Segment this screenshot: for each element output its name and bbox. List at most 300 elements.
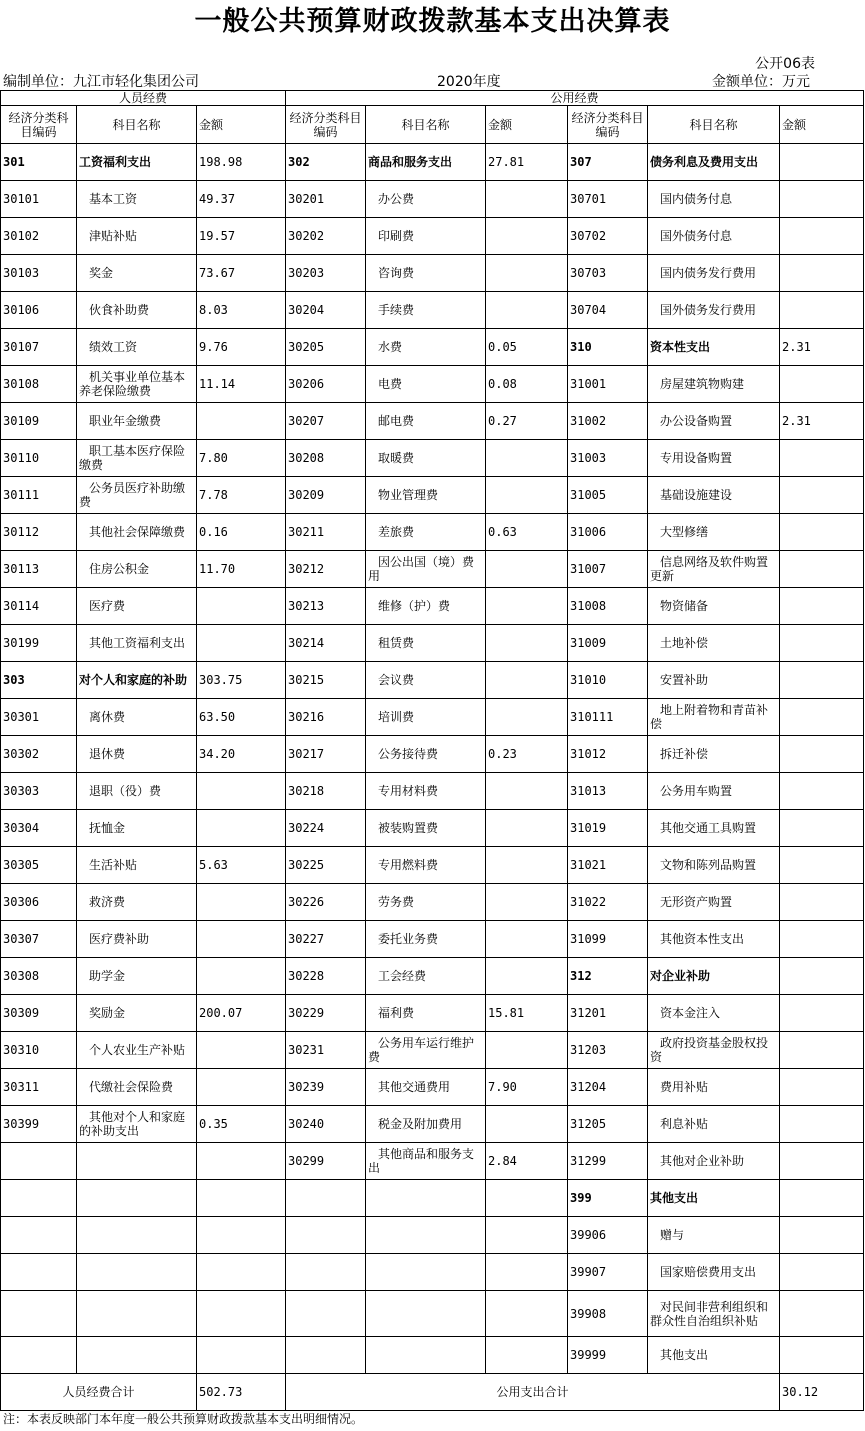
name-cell: 职业年金缴费 [77,403,197,440]
code-cell: 30202 [286,218,366,255]
amount-cell: 2.31 [780,329,864,366]
code-cell: 30101 [1,181,77,218]
code-cell: 30102 [1,218,77,255]
amount-cell [197,884,286,921]
code-cell: 30216 [286,699,366,736]
amount-cell [780,921,864,958]
code-cell [1,1337,77,1374]
table-row [1,958,864,995]
amount-cell [486,1106,568,1143]
amount-cell [780,1217,864,1254]
code-cell: 30225 [286,847,366,884]
name-cell: 信息网络及软件购置更新 [648,551,780,588]
code-cell: 30203 [286,255,366,292]
amount-cell [780,514,864,551]
code-cell: 30206 [286,366,366,403]
name-cell: 咨询费 [366,255,486,292]
table-row [1,1180,864,1217]
name-cell: 物业管理费 [366,477,486,514]
table-row [1,736,864,773]
table-row [1,1337,864,1374]
amount-cell [780,662,864,699]
name-cell: 救济费 [77,884,197,921]
code-cell [286,1254,366,1291]
code-cell: 30209 [286,477,366,514]
table-row [1,1291,864,1337]
amount-cell [486,1032,568,1069]
name-cell [77,1217,197,1254]
name-cell: 个人农业生产补贴 [77,1032,197,1069]
name-cell: 办公设备购置 [648,403,780,440]
name-cell: 专用设备购置 [648,440,780,477]
name-cell: 政府投资基金股权投资 [648,1032,780,1069]
code-cell: 31204 [568,1069,648,1106]
header-code: 经济分类科目编码 [1,106,77,144]
table-row [1,1143,864,1180]
name-cell: 国内债务付息 [648,181,780,218]
amount-cell [197,1180,286,1217]
name-cell: 生活补贴 [77,847,197,884]
name-cell [366,1180,486,1217]
code-cell: 31019 [568,810,648,847]
amount-cell: 49.37 [197,181,286,218]
code-cell: 30211 [286,514,366,551]
amount-cell [197,810,286,847]
code-cell: 31008 [568,588,648,625]
amount-cell [197,1337,286,1374]
code-cell: 30214 [286,625,366,662]
code-cell: 39906 [568,1217,648,1254]
name-cell [77,1143,197,1180]
header-amount: 金额 [486,106,568,144]
code-cell: 31007 [568,551,648,588]
table-row [1,773,864,810]
amount-cell: 2.31 [780,403,864,440]
table-row [1,255,864,292]
code-cell: 30702 [568,218,648,255]
code-cell: 30304 [1,810,77,847]
amount-cell [197,773,286,810]
name-cell: 基础设施建设 [648,477,780,514]
code-cell: 30701 [568,181,648,218]
table-row [1,1217,864,1254]
amount-cell [780,218,864,255]
header-amount: 金额 [780,106,864,144]
code-cell: 31013 [568,773,648,810]
table-row [1,1032,864,1069]
totals-row [1,1374,864,1411]
code-cell: 30306 [1,884,77,921]
amount-cell: 5.63 [197,847,286,884]
code-cell [1,1291,77,1337]
name-cell: 水费 [366,329,486,366]
amount-cell [486,884,568,921]
name-cell: 津贴补贴 [77,218,197,255]
amount-cell: 0.16 [197,514,286,551]
table-row [1,514,864,551]
name-cell: 医疗费 [77,588,197,625]
table-row [1,181,864,218]
amount-cell [486,181,568,218]
reporting-unit: 编制单位：九江市轻化集团公司 [3,74,199,90]
code-cell: 30201 [286,181,366,218]
code-cell: 30311 [1,1069,77,1106]
code-cell: 30302 [1,736,77,773]
name-cell: 其他交通费用 [366,1069,486,1106]
code-cell: 30303 [1,773,77,810]
table-row [1,329,864,366]
amount-cell [486,292,568,329]
amount-cell: 0.23 [486,736,568,773]
name-cell: 资本金注入 [648,995,780,1032]
amount-cell [780,810,864,847]
name-cell: 委托业务费 [366,921,486,958]
code-cell: 30704 [568,292,648,329]
amount-cell [486,921,568,958]
code-cell: 30106 [1,292,77,329]
name-cell: 工会经费 [366,958,486,995]
name-cell [77,1180,197,1217]
table-row [1,662,864,699]
name-cell: 大型修缮 [648,514,780,551]
amount-cell [780,1291,864,1337]
amount-cell: 11.14 [197,366,286,403]
code-cell [286,1291,366,1337]
amount-cell [486,625,568,662]
code-cell: 30224 [286,810,366,847]
name-cell: 国内债务发行费用 [648,255,780,292]
name-cell: 利息补贴 [648,1106,780,1143]
code-cell: 30114 [1,588,77,625]
header-name: 科目名称 [77,106,197,144]
code-cell: 31012 [568,736,648,773]
name-cell: 费用补贴 [648,1069,780,1106]
code-cell: 31205 [568,1106,648,1143]
table-row [1,551,864,588]
name-cell: 其他对企业补助 [648,1143,780,1180]
name-cell: 资本性支出 [648,329,780,366]
code-cell: 31201 [568,995,648,1032]
code-cell: 30307 [1,921,77,958]
name-cell: 物资储备 [648,588,780,625]
code-cell: 307 [568,144,648,181]
code-cell: 30208 [286,440,366,477]
table-row [1,144,864,181]
footnote: 注：本表反映部门本年度一般公共预算财政拨款基本支出明细情况。 [3,1412,364,1426]
name-cell: 印刷费 [366,218,486,255]
name-cell [366,1337,486,1374]
code-cell: 399 [568,1180,648,1217]
table-row [1,1069,864,1106]
amount-cell [780,144,864,181]
table-row [1,218,864,255]
header-column-row [1,106,864,144]
amount-cell: 0.05 [486,329,568,366]
code-cell: 30215 [286,662,366,699]
amount-cell [486,255,568,292]
name-cell: 国外债务发行费用 [648,292,780,329]
table-row [1,403,864,440]
code-cell: 30113 [1,551,77,588]
amount-cell: 200.07 [197,995,286,1032]
code-cell: 30107 [1,329,77,366]
table-row [1,699,864,736]
code-cell: 30227 [286,921,366,958]
amount-cell [197,1032,286,1069]
name-cell: 办公费 [366,181,486,218]
name-cell [77,1254,197,1291]
name-cell: 文物和陈列品购置 [648,847,780,884]
amount-cell: 7.90 [486,1069,568,1106]
table-row [1,884,864,921]
code-cell [286,1337,366,1374]
code-cell: 31002 [568,403,648,440]
amount-cell [780,847,864,884]
amount-cell: 198.98 [197,144,286,181]
amount-cell [486,588,568,625]
header-code: 经济分类科目编码 [286,106,366,144]
name-cell: 债务利息及费用支出 [648,144,780,181]
code-cell: 30109 [1,403,77,440]
code-cell: 312 [568,958,648,995]
name-cell: 被装购置费 [366,810,486,847]
name-cell: 其他支出 [648,1337,780,1374]
name-cell [366,1291,486,1337]
amount-cell [197,403,286,440]
code-cell: 30305 [1,847,77,884]
name-cell: 奖励金 [77,995,197,1032]
name-cell: 其他社会保障缴费 [77,514,197,551]
name-cell: 维修（护）费 [366,588,486,625]
amount-cell [197,1143,286,1180]
code-cell: 30199 [1,625,77,662]
code-cell [286,1180,366,1217]
code-cell: 30226 [286,884,366,921]
name-cell: 其他工资福利支出 [77,625,197,662]
amount-cell [486,1337,568,1374]
code-cell: 30207 [286,403,366,440]
name-cell: 抚恤金 [77,810,197,847]
personnel-total-label: 人员经费合计 [1,1374,197,1411]
name-cell: 机关事业单位基本养老保险缴费 [77,366,197,403]
name-cell: 其他交通工具购置 [648,810,780,847]
table-row [1,477,864,514]
amount-cell [780,1143,864,1180]
page-title: 一般公共预算财政拨款基本支出决算表 [194,6,671,37]
name-cell [366,1254,486,1291]
header-name: 科目名称 [648,106,780,144]
amount-cell [780,1069,864,1106]
table-row [1,588,864,625]
name-cell: 奖金 [77,255,197,292]
amount-cell: 0.63 [486,514,568,551]
code-cell: 302 [286,144,366,181]
name-cell: 商品和服务支出 [366,144,486,181]
name-cell: 代缴社会保险费 [77,1069,197,1106]
amount-cell [486,551,568,588]
name-cell: 房屋建筑物购建 [648,366,780,403]
name-cell: 公务用车购置 [648,773,780,810]
name-cell: 邮电费 [366,403,486,440]
code-cell: 31003 [568,440,648,477]
table-row [1,995,864,1032]
table-row [1,292,864,329]
code-cell: 310111 [568,699,648,736]
header-public: 公用经费 [286,91,864,106]
name-cell: 其他支出 [648,1180,780,1217]
amount-cell [486,1291,568,1337]
name-cell: 对企业补助 [648,958,780,995]
report-year: 2020年度 [437,74,501,90]
amount-cell: 2.84 [486,1143,568,1180]
amount-cell: 27.81 [486,144,568,181]
name-cell: 拆迁补偿 [648,736,780,773]
amount-cell [486,1217,568,1254]
code-cell: 30111 [1,477,77,514]
code-cell [1,1254,77,1291]
header-amount: 金额 [197,106,286,144]
name-cell: 退职（役）费 [77,773,197,810]
amount-cell: 7.78 [197,477,286,514]
code-cell: 30108 [1,366,77,403]
amount-cell [486,440,568,477]
name-cell [366,1217,486,1254]
code-cell: 30112 [1,514,77,551]
code-cell [1,1143,77,1180]
amount-cell [780,1032,864,1069]
amount-cell [486,847,568,884]
name-cell: 住房公积金 [77,551,197,588]
amount-cell [486,810,568,847]
code-cell: 30239 [286,1069,366,1106]
amount-cell [486,662,568,699]
code-cell: 30308 [1,958,77,995]
name-cell: 绩效工资 [77,329,197,366]
name-cell: 安置补助 [648,662,780,699]
amount-cell [197,588,286,625]
name-cell: 差旅费 [366,514,486,551]
header-group-row [1,91,864,106]
form-number: 公开06表 [755,56,815,72]
name-cell: 助学金 [77,958,197,995]
amount-cell: 11.70 [197,551,286,588]
amount-cell: 7.80 [197,440,286,477]
name-cell: 无形资产购置 [648,884,780,921]
amount-cell [780,181,864,218]
amount-cell [780,884,864,921]
amount-cell [486,1180,568,1217]
name-cell: 租赁费 [366,625,486,662]
name-cell: 会议费 [366,662,486,699]
table-row [1,440,864,477]
expenditure-table [0,90,864,1411]
code-cell: 30299 [286,1143,366,1180]
amount-cell [780,736,864,773]
amount-cell [780,1180,864,1217]
amount-cell [197,1069,286,1106]
amount-cell [780,1337,864,1374]
header-personnel: 人员经费 [1,91,286,106]
name-cell: 劳务费 [366,884,486,921]
table-row [1,921,864,958]
code-cell: 39999 [568,1337,648,1374]
amount-cell [780,625,864,662]
amount-cell: 0.08 [486,366,568,403]
code-cell: 30218 [286,773,366,810]
name-cell: 公务用车运行维护费 [366,1032,486,1069]
code-cell: 31009 [568,625,648,662]
amount-cell [197,1291,286,1337]
name-cell: 公务员医疗补助缴费 [77,477,197,514]
code-cell: 39908 [568,1291,648,1337]
amount-cell [486,1254,568,1291]
amount-cell [780,995,864,1032]
code-cell: 39907 [568,1254,648,1291]
table-row [1,810,864,847]
amount-cell [486,773,568,810]
code-cell: 30205 [286,329,366,366]
name-cell: 税金及附加费用 [366,1106,486,1143]
code-cell: 30229 [286,995,366,1032]
public-total-label: 公用支出合计 [286,1374,780,1411]
amount-cell [486,477,568,514]
amount-cell [780,1254,864,1291]
amount-cell [780,255,864,292]
code-cell: 31203 [568,1032,648,1069]
amount-cell: 73.67 [197,255,286,292]
personnel-total-amount: 502.73 [197,1374,286,1411]
name-cell: 手续费 [366,292,486,329]
code-cell: 30217 [286,736,366,773]
name-cell: 其他商品和服务支出 [366,1143,486,1180]
amount-cell [197,958,286,995]
name-cell: 基本工资 [77,181,197,218]
code-cell: 31005 [568,477,648,514]
amount-cell [780,588,864,625]
code-cell [1,1180,77,1217]
code-cell: 31299 [568,1143,648,1180]
name-cell: 国家赔偿费用支出 [648,1254,780,1291]
code-cell: 31006 [568,514,648,551]
name-cell [77,1337,197,1374]
name-cell: 伙食补助费 [77,292,197,329]
public-total-amount: 30.12 [780,1374,864,1411]
table-row [1,1254,864,1291]
code-cell: 30212 [286,551,366,588]
amount-cell [780,292,864,329]
code-cell [286,1217,366,1254]
header-name: 科目名称 [366,106,486,144]
name-cell: 公务接待费 [366,736,486,773]
name-cell: 对个人和家庭的补助 [77,662,197,699]
header-code: 经济分类科目编码 [568,106,648,144]
name-cell: 专用燃料费 [366,847,486,884]
amount-cell [486,958,568,995]
name-cell: 福利费 [366,995,486,1032]
table-row [1,625,864,662]
amount-cell: 19.57 [197,218,286,255]
amount-cell [486,218,568,255]
name-cell: 职工基本医疗保险缴费 [77,440,197,477]
code-cell: 30228 [286,958,366,995]
name-cell: 对民间非营利组织和群众性自治组织补贴 [648,1291,780,1337]
code-cell: 301 [1,144,77,181]
code-cell: 31010 [568,662,648,699]
amount-cell [780,551,864,588]
code-cell: 303 [1,662,77,699]
amount-cell [780,440,864,477]
amount-cell [486,699,568,736]
